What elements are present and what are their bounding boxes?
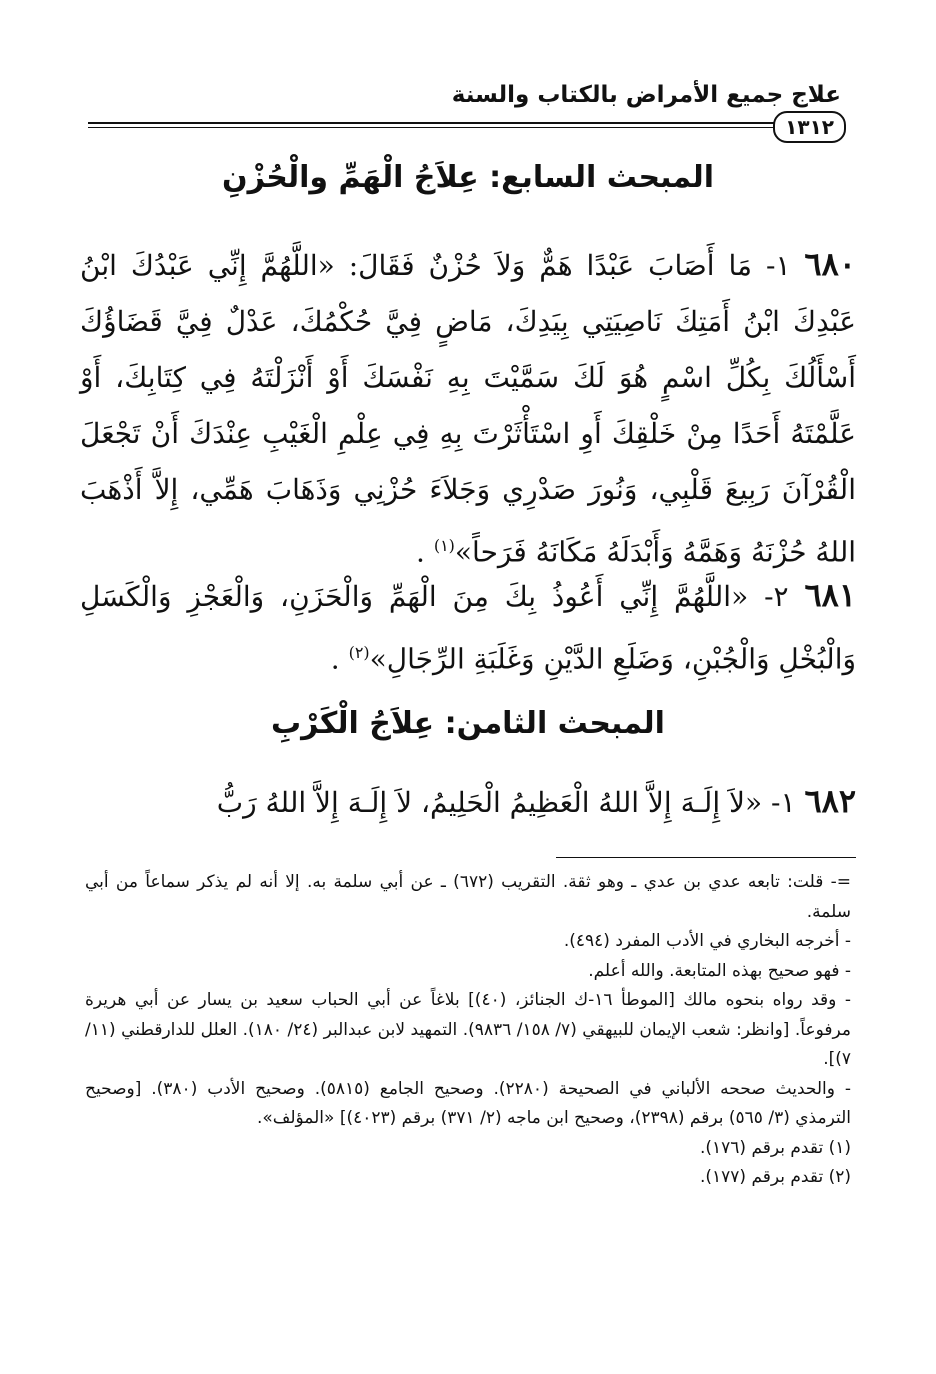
hadith-end: . [330, 642, 340, 676]
section-heading-grief: المبحث السابع: عِلاَجُ الْهَمِّ والْحُزْنِ [221, 160, 714, 195]
header-rule [88, 122, 824, 124]
footnote-item: - والحديث صححه الألباني في الصحيحة (٢٢٨٠). وصحيح الجامع (٥٨١٥). وصحيح الأدب (٣٨٠). [وصحيح الترمذي (٣/ ٥٦٥) برقم (٢٣٩٨)، وصحيح ابن ماجه (٢/ ٣٧١) برقم (٤٠٢٣)] «المؤلف». [85, 1078, 852, 1128]
hadith-text: «اللَّهُمَّ إِنِّي أَعُوذُ بِكَ مِنَ الْهَمِّ وَالْحَزَنِ، وَالْعَجْزِ وَالْكَسَلِ وَالْبُخْلِ وَالْجُبْنِ، وَضَلَعِ الدَّيْنِ وَغَلَبَةِ الرِّجَالِ» [80, 580, 856, 676]
footnote-item: - فهو صحيح بهذه المتابعة. والله أعلم. [588, 960, 851, 981]
footnote-item: - أخرجه البخاري في الأدب المفرد (٤٩٤). [563, 931, 851, 951]
hadith-681 [80, 567, 856, 687]
footnote-item: - وقد رواه بنحوه مالك [الموطأ ١٦-ك الجنائز، (٤٠)] بلاغاً عن أبي الحباب سعيد بن يسار عن أبي هريرة مرفوعاً. [وانظر: شعب الإيمان للبيهقي (٧/ ١٥٨/ ٩٨٣٦). التمهيد لابن عبدالبر (٢٤/ ١٨٠). العلل للدارقطني (١١/ ٧)]. [85, 990, 851, 1069]
hadith-680 [80, 236, 856, 580]
footnote-ref: (٢) [348, 643, 370, 662]
hadith-text: «لاَ إِلَـهَ إِلاَّ اللهُ الْعَظِيمُ الْحَلِيمُ، لاَ إِلَـهَ إِلاَّ اللهُ رَبُّ [216, 786, 763, 819]
running-title: علاج جميع الأمراض بالكتاب والسنة [451, 82, 841, 108]
section-heading-distress: المبحث الثامن: عِلاَجُ الْكَرْبِ [271, 706, 665, 741]
hadith-682 [80, 773, 856, 831]
footnote-continuation: =- قلت: تابعه عدي بن عدي ـ وهو ثقة. التقريب (٦٧٢) ـ عن أبي سلمة به. إلا أنه لم يذكر سماعاً من أبي سلمة. [85, 872, 851, 922]
hadith-end: . [416, 535, 425, 569]
footnote-1: (١) تقدم برقم (١٧٦). [699, 1137, 851, 1158]
hadith-subnumber: ١- [771, 786, 796, 819]
hadith-subnumber: ٢- [764, 580, 789, 613]
footnotes [85, 868, 851, 1193]
hadith-subnumber: ١- [765, 249, 791, 282]
hadith-number: ٦٨١ [804, 576, 857, 614]
footnote-ref: (١) [433, 536, 455, 555]
footnote-2: (٢) تقدم برقم (١٧٧). [699, 1167, 851, 1187]
hadith-number: ٦٨٠ [804, 245, 856, 283]
header-rule-thin [88, 127, 824, 128]
page-number: ١٣١٢ [773, 111, 846, 143]
footnote-separator [556, 857, 856, 858]
hadith-number: ٦٨٢ [804, 782, 856, 820]
hadith-text: مَا أَصَابَ عَبْدًا هَمٌّ وَلاَ حُزْنٌ فَقَالَ: «اللَّهُمَّ إِنِّي عَبْدُكَ ابْنُ عَبْدِكَ ابْنُ أَمَتِكَ نَاصِيَتِي بِيَدِكَ، مَاضٍ فِيَّ حُكْمُكَ، عَدْلٌ فِيَّ قَضَاؤُكَ أَسْأَلُكَ بِكُلِّ اسْمٍ هُوَ لَكَ سَمَّيْتَ بِهِ نَفْسَكَ أَوْ أَنْزَلْتَهُ فِي كِتَابِكَ، أَوْ عَلَّمْتَهُ أَحَدًا مِنْ خَلْقِكَ أَوِ اسْتَأْثَرْتَ بِهِ فِي عِلْمِ الْغَيْبِ عِنْدَكَ أَنْ تَجْعَلَ الْقُرْآنَ رَبِيعَ قَلْبِي، وَنُورَ صَدْرِي وَجَلاَءَ حُزْنِي وَذَهَابَ هَمِّي، إِلاَّ أَذْهَبَ اللهُ حُزْنَهُ وَهَمَّهُ وَأَبْدَلَهُ مَكَانَهُ فَرَحاً» [80, 249, 856, 569]
